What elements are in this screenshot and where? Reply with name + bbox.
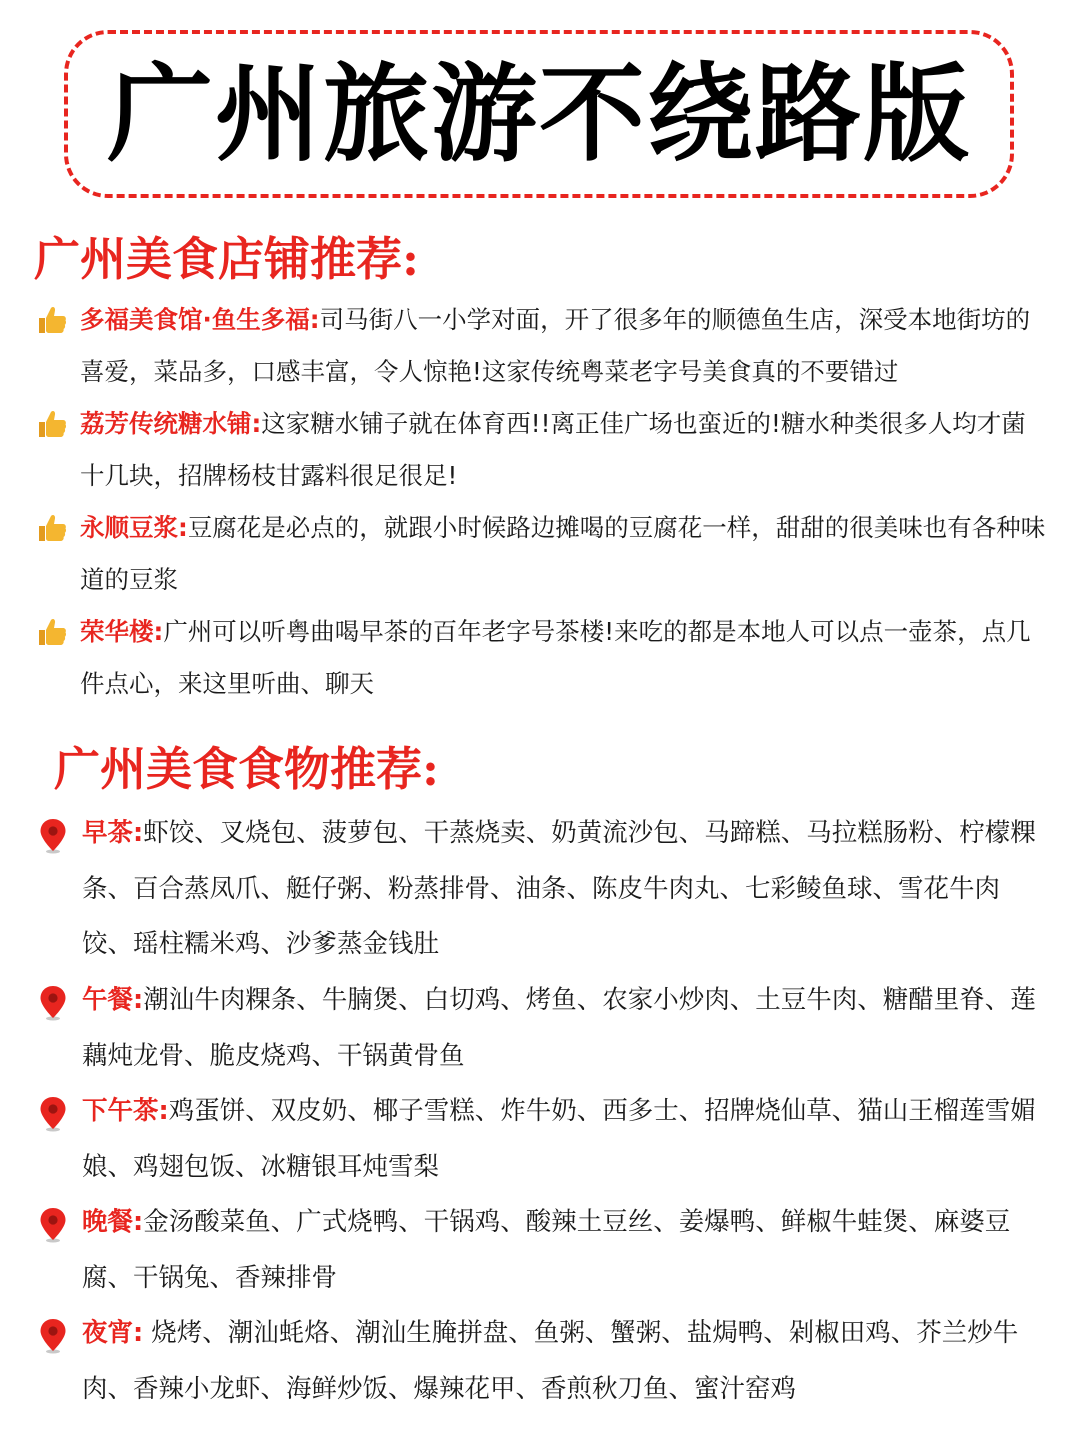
location-pin-icon — [38, 1096, 68, 1132]
foods-section-heading: 广州美食食物推荐: — [54, 742, 439, 796]
list-item — [34, 806, 1050, 973]
shops-section-heading: 广州美食店铺推荐: — [34, 232, 419, 286]
meal-dishes: 烧烤、潮汕蚝烙、潮汕生腌拼盘、鱼粥、蟹粥、盐焗鸭、剁椒田鸡、芥兰炒牛肉、香辣小龙虾、海鲜炒饭、爆辣花甲、香煎秋刀鱼、蜜汁窑鸡 — [82, 1318, 1019, 1404]
location-pin-icon — [38, 985, 68, 1021]
food-list — [34, 806, 1050, 1417]
meal-dishes: 金汤酸菜鱼、广式烧鸭、干锅鸡、酸辣土豆丝、姜爆鸭、鲜椒牛蛙煲、麻婆豆腐、干锅兔、香辣排骨 — [82, 1207, 1011, 1293]
shop-name: 永顺豆浆: — [80, 513, 188, 542]
thumbs-up-icon — [36, 304, 68, 336]
shop-description: 司马街八一小学对面，开了很多年的顺德鱼生店，深受本地街坊的喜爱，菜品多，口感丰富，令人惊艳!这家传统粤菜老字号美食真的不要错过 — [80, 305, 1031, 386]
shop-name: 荔芳传统糖水铺: — [80, 409, 262, 438]
list-item — [34, 606, 1050, 710]
location-pin-icon — [38, 1207, 68, 1243]
location-pin-icon — [38, 818, 68, 854]
title-frame — [64, 30, 1014, 198]
meal-dishes: 鸡蛋饼、双皮奶、椰子雪糕、炸牛奶、西多士、招牌烧仙草、猫山王榴莲雪媚娘、鸡翅包饭、冰糖银耳炖雪梨 — [82, 1096, 1036, 1182]
list-item — [34, 294, 1050, 398]
list-item — [34, 1195, 1050, 1306]
thumbs-up-icon — [36, 512, 68, 544]
list-item — [34, 973, 1050, 1084]
meal-name: 晚餐: — [82, 1207, 144, 1237]
list-item — [34, 1084, 1050, 1195]
location-pin-icon — [38, 1318, 68, 1354]
page-title: 广州旅游不绕路版 — [107, 51, 971, 176]
shop-description: 广州可以听粤曲喝早茶的百年老字号茶楼!来吃的都是本地人可以点一壶茶，点几件点心，来这里听曲、聊天 — [80, 617, 1031, 698]
list-item — [34, 502, 1050, 606]
meal-dishes: 潮汕牛肉粿条、牛腩煲、白切鸡、烤鱼、农家小炒肉、土豆牛肉、糖醋里脊、莲藕炖龙骨、脆皮烧鸡、干锅黄骨鱼 — [82, 985, 1036, 1071]
thumbs-up-icon — [36, 408, 68, 440]
shop-name: 荣华楼: — [80, 617, 164, 646]
thumbs-up-icon — [36, 616, 68, 648]
shop-description: 这家糖水铺子就在体育西!!离正佳广场也蛮近的!糖水种类很多人均才菌十几块，招牌杨枝甘露料很足很足! — [80, 409, 1026, 490]
list-item — [34, 1306, 1050, 1417]
meal-name: 下午茶: — [82, 1096, 169, 1126]
shop-description: 豆腐花是必点的，就跟小时候路边摊喝的豆腐花一样，甜甜的很美味也有各种味道的豆浆 — [80, 513, 1046, 594]
shop-name: 多福美食馆·鱼生多福: — [80, 305, 320, 334]
shop-list — [34, 294, 1050, 710]
meal-name: 早茶: — [82, 818, 144, 848]
list-item — [34, 398, 1050, 502]
meal-name: 夜宵: — [82, 1318, 144, 1348]
meal-dishes: 虾饺、叉烧包、菠萝包、干蒸烧卖、奶黄流沙包、马蹄糕、马拉糕肠粉、柠檬粿条、百合蒸凤爪、艇仔粥、粉蒸排骨、油条、陈皮牛肉丸、七彩鲮鱼球、雪花牛肉饺、瑶柱糯米鸡、沙爹蒸金钱肚 — [82, 818, 1036, 959]
meal-name: 午餐: — [82, 985, 144, 1015]
